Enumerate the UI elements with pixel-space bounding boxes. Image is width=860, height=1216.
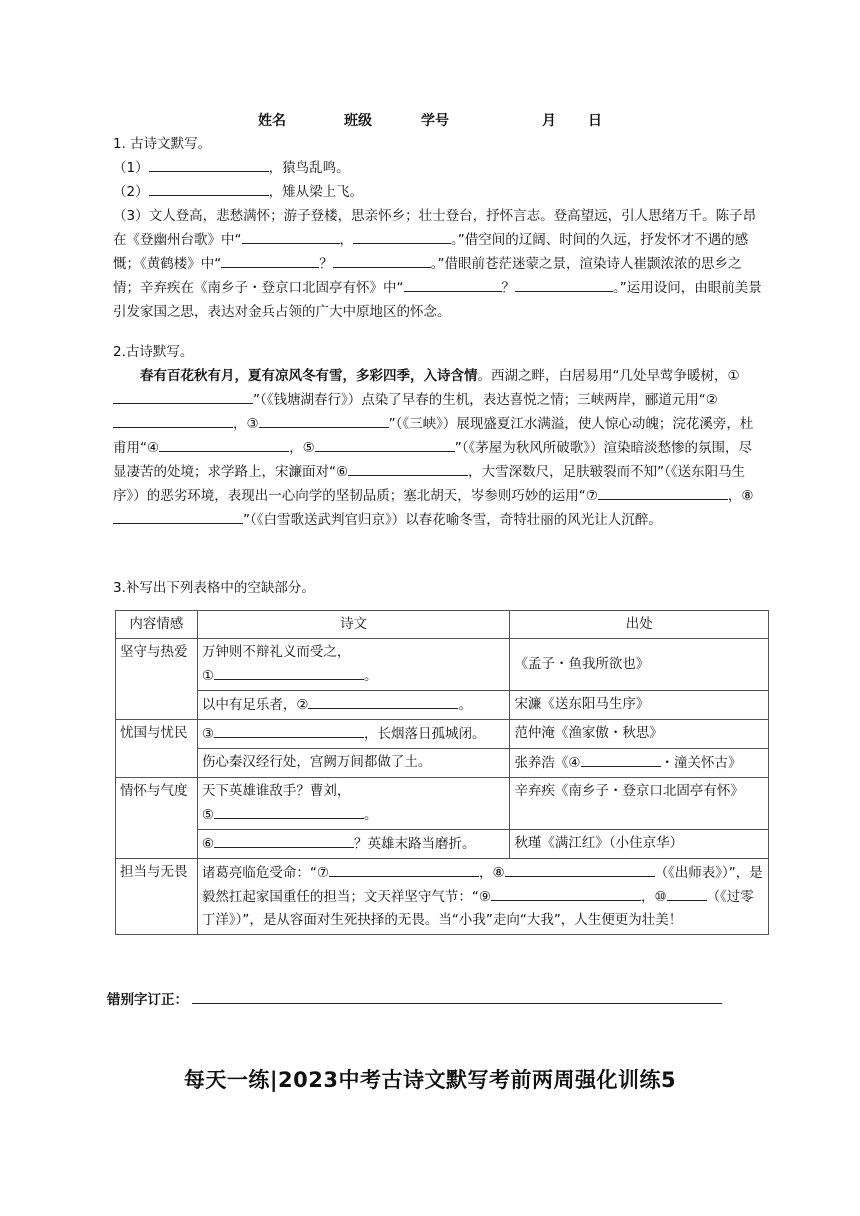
answer-blank-3[interactable] xyxy=(259,412,389,428)
poem-text: ，⑧ xyxy=(478,865,505,881)
poem-cell xyxy=(197,720,510,749)
poem-cell xyxy=(197,830,510,859)
answer-blank[interactable] xyxy=(242,228,340,244)
paragraph-text: ”（《钱塘湖春行》）点染了早春的生机，表达喜悦之情；三峡两岸，郦道元用“② xyxy=(253,392,718,408)
question-1-item-2 xyxy=(113,180,765,204)
source-cell: 辛弃疾《南乡子・登京口北固亭有怀》 xyxy=(510,778,769,830)
table-row xyxy=(116,859,769,935)
question-2-paragraph xyxy=(113,364,765,532)
source-text: 张养浩《④ xyxy=(514,755,581,771)
blank-number: ⑥ xyxy=(201,836,214,852)
item-1-prefix: （1） xyxy=(113,160,149,176)
answer-blank[interactable] xyxy=(214,832,354,848)
blank-number: ③ xyxy=(201,726,214,742)
answer-blank-4[interactable] xyxy=(159,436,289,452)
poem-cell: 伤心秦汉经行处，宫阙万间都做了土。 xyxy=(197,749,510,778)
answer-blank[interactable] xyxy=(329,861,479,877)
class-label: 班级 xyxy=(344,113,372,129)
paragraph-text: ，⑤ xyxy=(289,440,315,456)
answer-blank[interactable] xyxy=(149,156,269,172)
poem-cell xyxy=(197,691,510,720)
question-1-title: 1. 古诗文默写。 xyxy=(113,136,212,152)
item-3-text: 。”借空间的辽阔、时间的久远，抒发怀才不遇的感慨；《黄鹤楼》中“ xyxy=(113,232,749,272)
category-cell: 忧国与忧民 xyxy=(116,720,198,778)
fill-in-table xyxy=(115,610,769,935)
poem-text: 。 xyxy=(458,697,472,713)
item-3-text: ？ xyxy=(319,256,333,272)
source-cell: 范仲淹《渔家傲・秋思》 xyxy=(510,720,769,749)
student-number-label: 学号 xyxy=(421,113,449,129)
item-3-text: ？ xyxy=(501,280,515,296)
paragraph-text: ，⑧ xyxy=(727,488,754,504)
answer-blank[interactable] xyxy=(353,228,451,244)
table-header: 诗文 xyxy=(197,611,510,639)
answer-blank-2[interactable] xyxy=(113,412,233,428)
poem-text: 。 xyxy=(363,668,378,684)
paragraph-text: ，大雪深数尺，足肤皲裂而不知”（《送东阳马生序》）的恶劣环境，表现出一心向学的坚韧品质；塞北胡天，岑参则巧妙的运用“⑦ xyxy=(113,464,746,504)
answer-blank[interactable] xyxy=(515,276,613,292)
item-1-suffix: ，猿鸟乱鸣。 xyxy=(268,160,350,176)
question-1 xyxy=(113,132,765,324)
category-cell: 情怀与气度 xyxy=(116,778,198,859)
paragraph-text: 。西湖之畔，白居易用“几处早莺争暖树，① xyxy=(477,368,740,384)
question-3 xyxy=(113,576,765,600)
answer-blank-7[interactable] xyxy=(598,484,728,500)
poem-text: 。 xyxy=(363,807,378,823)
name-label: 姓名 xyxy=(258,113,286,129)
poem-text: 诸葛亮临危受命：“⑦ xyxy=(201,865,329,881)
question-1-item-1 xyxy=(113,156,765,180)
table-header: 内容情感 xyxy=(116,611,198,639)
source-cell: 秋瑾《满江红》（小住京华） xyxy=(510,830,769,859)
poem-cell-merged xyxy=(197,859,768,935)
poem-cell xyxy=(197,639,510,691)
poem-line: 万钟则不辩礼义而受之， xyxy=(201,644,351,660)
answer-blank[interactable] xyxy=(214,803,364,819)
question-1-item-3 xyxy=(113,204,765,324)
answer-blank[interactable] xyxy=(333,252,431,268)
table-row xyxy=(116,749,769,778)
answer-blank[interactable] xyxy=(404,276,502,292)
answer-blank-1[interactable] xyxy=(113,388,253,404)
table-header: 出处 xyxy=(510,611,769,639)
item-3-text: 。”运用设问，由眼前美景引发家国之思，表达对金兵占领的广大中原地区的怀念。 xyxy=(113,280,762,320)
poem-text: 以中有足乐者，② xyxy=(201,697,309,713)
answer-blank-8[interactable] xyxy=(113,508,243,524)
poem-text: ？英雄末路当磨折。 xyxy=(353,836,476,852)
paragraph-text: ”（《茅屋为秋风所破歌》）渲染暗淡愁惨的氛围，尽显凄苦的处境；求学路上，宋濂面对“⑥ xyxy=(113,440,752,480)
typo-correction-blank[interactable] xyxy=(192,988,722,1004)
poem-text: （《过零丁洋》）”，是从容面对生死抉择的无畏。当“小我”走向“大我”，人生便更为壮美！ xyxy=(201,889,754,928)
answer-blank[interactable] xyxy=(214,722,364,738)
category-cell: 担当与无畏 xyxy=(116,859,198,935)
poem-line xyxy=(202,664,506,688)
blank-number: ① xyxy=(201,668,214,684)
poem-text: ，⑩ xyxy=(640,889,667,905)
typo-correction-line xyxy=(107,988,722,1008)
poem-cell xyxy=(197,778,510,830)
poem-line: 天下英雄谁敌手？曹刘， xyxy=(201,783,351,799)
answer-blank[interactable] xyxy=(214,664,364,680)
poem-text: ，长烟落日孤城闭。 xyxy=(363,726,486,742)
paragraph-lead: 春有百花秋有月，夏有凉风冬有雪，多彩四季，入诗含情 xyxy=(140,368,478,384)
source-text: ・潼关怀古》 xyxy=(660,755,742,771)
item-2-prefix: （2） xyxy=(113,184,149,200)
blank-number: ⑤ xyxy=(201,807,214,823)
table-row xyxy=(116,720,769,749)
table-row xyxy=(116,639,769,691)
question-2-title: 2.古诗默写。 xyxy=(113,344,194,360)
answer-blank[interactable] xyxy=(221,252,319,268)
answer-blank-6[interactable] xyxy=(348,460,468,476)
table-row xyxy=(116,778,769,830)
item-3-text: ， xyxy=(339,232,353,248)
source-cell xyxy=(510,749,769,778)
answer-blank[interactable] xyxy=(505,861,655,877)
source-cell: 宋濂《送东阳马生序》 xyxy=(510,691,769,720)
question-2 xyxy=(113,340,765,532)
answer-blank[interactable] xyxy=(491,885,641,901)
item-2-suffix: ，雉从梁上飞。 xyxy=(268,184,364,200)
question-3-title: 3.补写出下列表格中的空缺部分。 xyxy=(113,580,315,596)
answer-blank-5[interactable] xyxy=(315,436,455,452)
poem-line xyxy=(202,803,506,827)
paragraph-text: ”（《白雪歌送武判官归京》）以春花喻冬雪，奇特壮丽的风光让人沉醉。 xyxy=(243,512,662,528)
typo-correction-label: 错别字订正： xyxy=(107,992,188,1008)
answer-blank[interactable] xyxy=(149,180,269,196)
paragraph-text: ，③ xyxy=(233,416,259,432)
worksheet-title: 每天一练|2023中考古诗文默写考前两周强化训练5 xyxy=(183,1068,677,1092)
answer-blank[interactable] xyxy=(667,885,707,901)
category-cell: 坚守与热爱 xyxy=(116,639,198,720)
item-3-text: （3）文人登高，悲愁满怀；游子登楼，思亲怀乡；壮士登台，抒怀言志。登高望远，引人思绪万千。陈子昂在《登幽州台歌》中“ xyxy=(113,208,757,248)
paragraph-text: ”（《三峡》）展现盛夏江水满溢，使人惊心动魄；浣花溪旁，杜甫用“④ xyxy=(113,416,754,456)
poem-text: （《出师表》）”，是毅然扛起家国重任的担当；文天祥坚守气节：“⑨ xyxy=(201,865,763,905)
month-label: 月 xyxy=(542,113,556,129)
source-cell: 《孟子・鱼我所欲也》 xyxy=(510,639,769,691)
table-row xyxy=(116,691,769,720)
answer-blank[interactable] xyxy=(581,751,661,767)
answer-blank[interactable] xyxy=(308,693,458,709)
table-header-row xyxy=(116,611,769,639)
table-row xyxy=(116,830,769,859)
item-3-text: 。”借眼前苍茫迷蒙之景，渲染诗人崔颢浓浓的思乡之情；辛弃疾在《南乡子・登京口北固亭有怀》中“ xyxy=(113,256,742,296)
day-label: 日 xyxy=(588,113,602,129)
